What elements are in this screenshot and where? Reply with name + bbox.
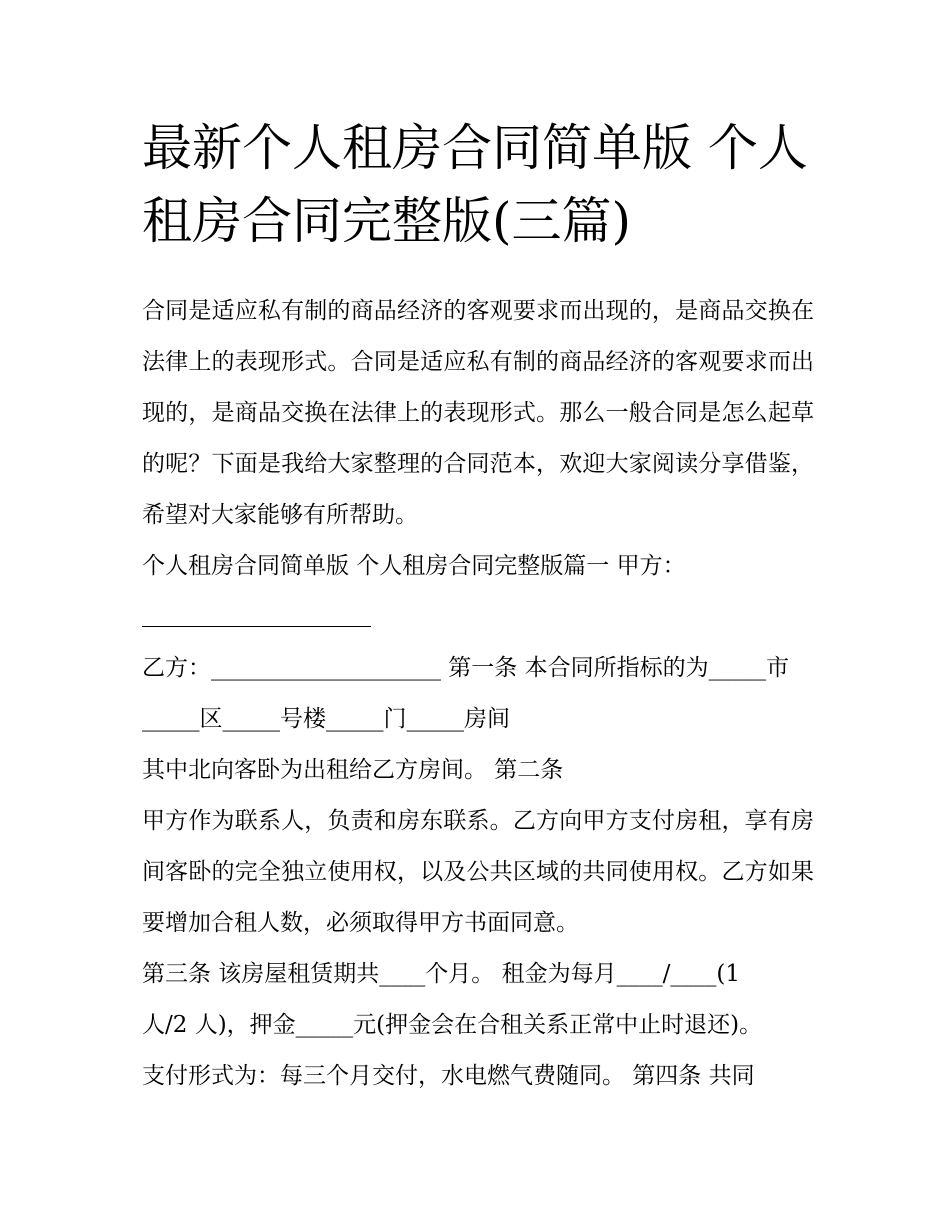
article-2-paragraph: 甲方作为联系人，负责和房东联系。乙方向甲方支付房租，享有房间客卧的完全独立使用权，以及公共区域的共同使用权。乙方如果要增加合租人数，必须取得甲方书面同意。 [142,808,814,936]
article-3-line-3: 支付形式为：每三个月交付，水电燃气费随同。 第四条 共同 [142,1063,755,1089]
document-title: 最新个人租房合同简单版 个人租房合同完整版(三篇) [142,119,808,250]
article-3-line-2: 人/2 人)，押金_____元(押金会在合租关系正常中止时退还)。 [142,1012,763,1038]
party-a-blank [142,592,814,643]
address-line: _____区_____号楼_____门_____房间 [142,706,510,732]
room-line: 其中北向客卧为出租给乙方房间。 第二条 [142,757,564,783]
party-a-blank-rule [142,626,371,627]
intro-paragraph: 合同是适应私有制的商品经济的客观要求而出现的，是商品交换在法律上的表现形式。合同是适应私有制的商品经济的客观要求而出现的，是商品交换在法律上的表现形式。那么一般合同是怎么起草的呢？下面是我给大家整理的合同范本，欢迎大家阅读分享借鉴，希望对大家能够有所帮助。 [142,298,814,528]
party-b-line: 乙方：____________________ 第一条 本合同所指标的为_____市 [142,655,790,681]
document-page [142,112,814,1102]
section-heading: 个人租房合同简单版 个人租房合同完整版篇一 甲方： [142,553,686,579]
article-3-line-1: 第三条 该房屋租赁期共____个月。 租金为每月____/____(1 [142,961,740,987]
